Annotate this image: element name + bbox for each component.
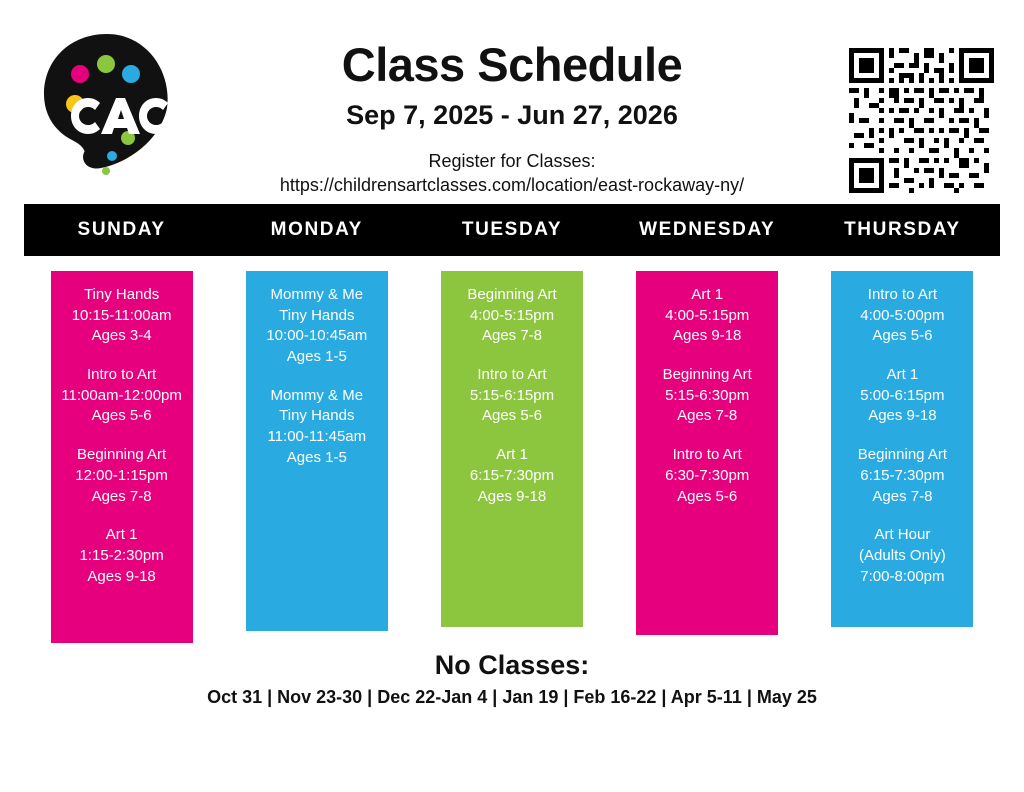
schedule-card-monday bbox=[246, 271, 388, 631]
class-entry bbox=[447, 285, 577, 347]
header bbox=[0, 0, 1024, 200]
class-ages: Ages 7-8 bbox=[91, 487, 152, 505]
schedule-card-tuesday bbox=[441, 271, 583, 627]
no-classes-title: No Classes: bbox=[434, 650, 590, 680]
class-name: Intro to Art bbox=[672, 446, 742, 464]
class-ages: Ages 7-8 bbox=[481, 327, 543, 345]
class-name: Intro to Art bbox=[86, 366, 157, 384]
qr-code-icon[interactable] bbox=[849, 48, 994, 193]
column-tuesday bbox=[414, 256, 609, 636]
date-range: Sep 7, 2025 - Jun 27, 2026 bbox=[346, 100, 678, 131]
class-name: Intro to Art bbox=[867, 286, 937, 303]
class-time: 5:15-6:30pm bbox=[665, 386, 750, 404]
class-time: 6:15-7:30pm bbox=[469, 466, 555, 484]
register-label: Register for Classes: bbox=[428, 151, 596, 172]
class-name: Art 1 bbox=[886, 366, 919, 384]
class-name: Mommy & Me bbox=[270, 286, 364, 303]
class-time: 10:15-11:00am bbox=[71, 306, 172, 324]
class-entry bbox=[252, 285, 382, 368]
class-entry bbox=[837, 445, 967, 507]
schedule-card-thursday bbox=[831, 271, 973, 627]
day-header-tuesday: TUESDAY bbox=[461, 219, 563, 240]
class-time: 11:00am-12:00pm bbox=[61, 386, 182, 404]
class-ages: Ages 9-18 bbox=[673, 327, 742, 345]
no-classes-dates: Oct 31 | Nov 23-30 | Dec 22-Jan 4 | Jan 19 | Feb 16-22 | Apr 5-11 | May 25 bbox=[207, 687, 817, 707]
class-time: 7:00-8:00pm bbox=[860, 567, 945, 585]
class-entry bbox=[642, 445, 772, 507]
class-ages: Ages 5-6 bbox=[481, 407, 543, 425]
class-ages: Ages 5-6 bbox=[91, 407, 152, 425]
column-monday bbox=[219, 256, 414, 636]
class-entry bbox=[837, 285, 967, 347]
class-entry bbox=[837, 365, 967, 427]
class-name-2: Tiny Hands bbox=[279, 306, 355, 324]
class-name: Beginning Art bbox=[467, 286, 557, 303]
column-sunday bbox=[24, 256, 219, 636]
class-name: Art 1 bbox=[691, 286, 724, 303]
class-name: Art Hour bbox=[874, 526, 931, 544]
class-ages: Ages 3-4 bbox=[91, 327, 152, 345]
class-time: 10:00-10:45am bbox=[266, 327, 368, 345]
schedule-card-wednesday bbox=[636, 271, 778, 635]
class-name: Tiny Hands bbox=[83, 286, 160, 303]
class-name-2: (Adults Only) bbox=[859, 546, 946, 564]
schedule-card-sunday bbox=[51, 271, 193, 643]
class-name: Mommy & Me bbox=[270, 386, 364, 404]
class-time: 12:00-1:15pm bbox=[75, 466, 168, 484]
class-ages: Ages 5-6 bbox=[677, 487, 738, 505]
class-name-2: Tiny Hands bbox=[279, 407, 355, 425]
class-time: 5:00-6:15pm bbox=[860, 386, 945, 404]
class-time: 11:00-11:45am bbox=[267, 428, 367, 446]
class-ages: Ages 5-6 bbox=[872, 327, 933, 345]
class-entry bbox=[57, 525, 187, 587]
class-ages: Ages 9-18 bbox=[477, 487, 547, 505]
footer bbox=[0, 650, 1024, 708]
class-ages: Ages 7-8 bbox=[872, 487, 933, 505]
class-entry bbox=[57, 285, 187, 347]
class-ages: Ages 9-18 bbox=[868, 407, 937, 425]
class-entry bbox=[252, 386, 382, 469]
day-header-wednesday: WEDNESDAY bbox=[639, 219, 776, 240]
class-name: Art 1 bbox=[496, 446, 528, 464]
day-header-bar bbox=[24, 204, 1000, 256]
class-time: 6:15-7:30pm bbox=[860, 466, 945, 484]
class-name: Beginning Art bbox=[662, 366, 752, 384]
cac-palette-logo-icon bbox=[32, 26, 182, 176]
class-time: 4:00-5:15pm bbox=[469, 306, 555, 324]
class-time: 1:15-2:30pm bbox=[79, 546, 164, 564]
class-entry bbox=[837, 525, 967, 587]
class-name: Intro to Art bbox=[477, 366, 547, 384]
class-time: 6:30-7:30pm bbox=[665, 466, 750, 484]
class-ages: Ages 9-18 bbox=[87, 567, 156, 585]
class-ages: Ages 7-8 bbox=[677, 407, 738, 425]
class-entry bbox=[642, 365, 772, 427]
class-entry bbox=[447, 365, 577, 427]
day-header-sunday: SUNDAY bbox=[77, 219, 166, 240]
register-url[interactable]: https://childrensartclasses.com/location/east-rockaway-ny/ bbox=[279, 175, 745, 196]
class-name: Beginning Art bbox=[76, 446, 167, 464]
class-time: 5:15-6:15pm bbox=[469, 386, 555, 404]
day-header-thursday: THURSDAY bbox=[844, 219, 961, 240]
class-entry bbox=[57, 365, 187, 427]
day-header-monday: MONDAY bbox=[270, 219, 363, 240]
schedule-columns bbox=[24, 256, 1000, 636]
column-thursday bbox=[805, 256, 1000, 636]
class-ages: Ages 1-5 bbox=[286, 348, 347, 366]
column-wednesday bbox=[610, 256, 805, 636]
class-entry bbox=[447, 445, 577, 507]
class-entry bbox=[642, 285, 772, 347]
class-ages: Ages 1-5 bbox=[286, 448, 347, 466]
class-name: Beginning Art bbox=[857, 446, 948, 464]
class-time: 4:00-5:15pm bbox=[665, 306, 750, 324]
page-title: Class Schedule bbox=[341, 38, 683, 91]
class-time: 4:00-5:00pm bbox=[860, 306, 945, 324]
class-entry bbox=[57, 445, 187, 507]
class-name: Art 1 bbox=[105, 526, 138, 544]
